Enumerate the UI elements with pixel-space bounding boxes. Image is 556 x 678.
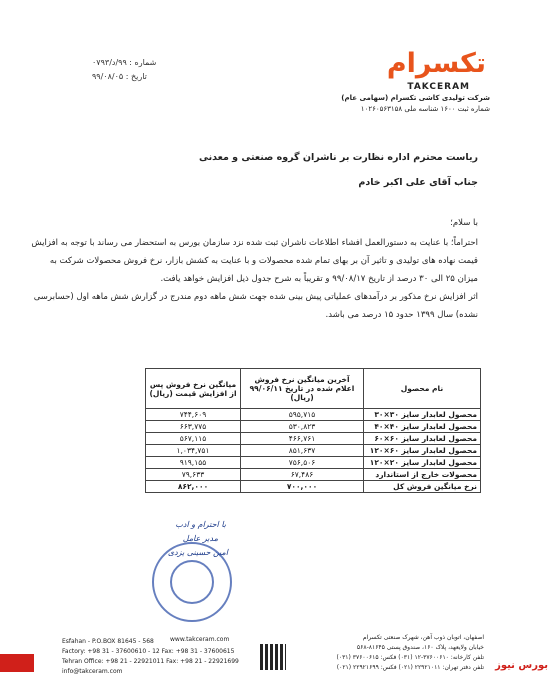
recipient-office: ریاست محترم اداره نظارت بر ناشران گروه صنعتی و معدنی — [198, 152, 478, 163]
footer-address-fa: اصفهان، اتوبان ذوب آهن، شهرک صنعتی تکسرام — [362, 634, 484, 641]
product-name: محصول لعابدار سایز ۶۰×۱۲۰ — [364, 445, 481, 457]
product-name: محصول لعابدار سایز ۲۰×۱۲۰ — [364, 457, 481, 469]
footer-factory-phone: Factory: +98 31 - 37600610 - 12 Fax: +98 31 - 37600615 — [62, 648, 235, 655]
company-name: شرکت تولیدی کاشی تکسرام (سهامی عام) — [341, 94, 490, 102]
footer-street-fa: خیابان ولایعهد، پلاک ۱۶۰، صندوق پستی ۸۱۶۴۵-۵۶۸ — [356, 644, 484, 651]
total-old-price: ۷۰۰,۰۰۰ — [241, 481, 364, 493]
company-stamp — [152, 542, 232, 622]
new-price: ۷۹,۶۳۳ — [146, 469, 241, 481]
body-paragraph-line: قیمت نهاده های تولیدی و تاثیر آن بر بهای تمام شده محصولات و با عنایت به کشش بازار، نرخ فروش محصولات شرکت به — [49, 256, 478, 266]
product-name: محصول لعابدار سایز ۳۰×۳۰ — [364, 409, 481, 421]
footer-website[interactable]: www.takceram.com — [170, 636, 230, 643]
new-price: ۵۶۷,۱۱۵ — [146, 433, 241, 445]
old-price: ۶۷,۴۸۶ — [241, 469, 364, 481]
new-price: ۱,۰۳۴,۷۵۱ — [146, 445, 241, 457]
company-logo-latin: TAKCERAM — [407, 82, 470, 92]
letter-date: تاریخ : ۹۹/۰۸/۰۵ — [92, 72, 147, 81]
old-price: ۵۳۰,۸۲۳ — [241, 421, 364, 433]
signature-title: مدیر عامل — [182, 534, 218, 543]
product-name: محصول لعابدار سایز ۶۰×۶۰ — [364, 433, 481, 445]
body-paragraph-line: احتراماً؛ با عنایت به دستورالعمل افشاء اطلاعات ناشران ثبت شده نزد سازمان بورس به استحضار می رساند با توجه به افزایش — [31, 238, 478, 248]
company-logo: تکسرام — [386, 48, 486, 79]
product-name: محصول لعابدار سایز ۴۰×۴۰ — [364, 421, 481, 433]
body-paragraph-line: اثر افزایش نرخ مذکور بر درآمدهای عملیاتی پیش بینی شده جهت شش ماهه دوم مندرج در گزارش شش ماهه اول (حسابرسی — [33, 292, 478, 302]
table-row — [146, 457, 481, 469]
table-row — [146, 421, 481, 433]
footer-tehran-phone: Tehran Office: +98 21 - 22921011 Fax: +98 21 - 22921699 — [62, 658, 239, 665]
source-brand: بورس نیوز — [495, 660, 548, 671]
new-price: ۷۴۴,۶۰۹ — [146, 409, 241, 421]
header-old-price: آخرین میانگین نرخ فروش اعلام شده در تاریخ ۹۹/۰۶/۱۱ (ریال) — [241, 369, 364, 409]
registration-number: شماره ثبت ۱۶۰۰ شناسه ملی ۱۰۲۶۰۵۶۳۱۵۸ — [360, 105, 490, 113]
body-paragraph-line: نشده) سال ۱۳۹۹ حدود ۱۵ درصد می باشد. — [325, 310, 478, 320]
old-price: ۸۵۱,۶۳۷ — [241, 445, 364, 457]
table-total-row — [146, 481, 481, 493]
letter-number: شماره : ۹۹/د/۰۷۹۳ — [92, 58, 157, 67]
footer-factory-phone-fa: تلفن کارخانه: ۳۷۶۰۰۶۱۰-۱۲ (۰۳۱) فکس: ۳۷۶۰۰۶۱۵ (۰۳۱) — [336, 654, 484, 661]
new-price: ۶۶۳,۷۷۵ — [146, 421, 241, 433]
qr-code-icon — [260, 644, 286, 670]
footer-address-en: Esfahan - P.O.BOX 81645 - 568 — [62, 638, 154, 645]
body-paragraph-line: میزان ۲۵ الی ۳۰ درصد از تاریخ ۹۹/۰۸/۱۷ و تقریباً به شرح جدول ذیل افزایش خواهد یافت. — [160, 274, 478, 284]
price-table — [145, 368, 481, 493]
old-price: ۴۶۶,۷۶۱ — [241, 433, 364, 445]
table-row — [146, 409, 481, 421]
table-row — [146, 433, 481, 445]
total-new-price: ۸۶۲,۰۰۰ — [146, 481, 241, 493]
product-name: محصولات خارج از استاندارد — [364, 469, 481, 481]
signature-closing: با احترام و ادب — [175, 520, 226, 529]
old-price: ۵۹۵,۷۱۵ — [241, 409, 364, 421]
signature-name: امین حسینی یزدی — [167, 548, 228, 557]
watermark-badge — [0, 654, 34, 672]
total-label: نرخ میانگین فروش کل — [364, 481, 481, 493]
header-product: نام محصول — [364, 369, 481, 409]
table-row — [146, 469, 481, 481]
table-row — [146, 445, 481, 457]
recipient-name: جناب آقای علی اکبر خادم — [358, 177, 478, 188]
footer-tehran-phone-fa: تلفن دفتر تهران: ۲۲۹۲۱۰۱۱ (۰۲۱) فکس: ۲۲۹۲۱۶۹۹ (۰۲۱) — [336, 664, 484, 671]
new-price: ۹۱۹,۱۵۵ — [146, 457, 241, 469]
old-price: ۷۵۶,۵۰۶ — [241, 457, 364, 469]
footer-email[interactable]: info@takceram.com — [62, 668, 123, 675]
header-new-price: میانگین نرخ فروش پس از افزایش قیمت (ریال) — [146, 369, 241, 409]
greeting: با سلام؛ — [450, 218, 478, 228]
